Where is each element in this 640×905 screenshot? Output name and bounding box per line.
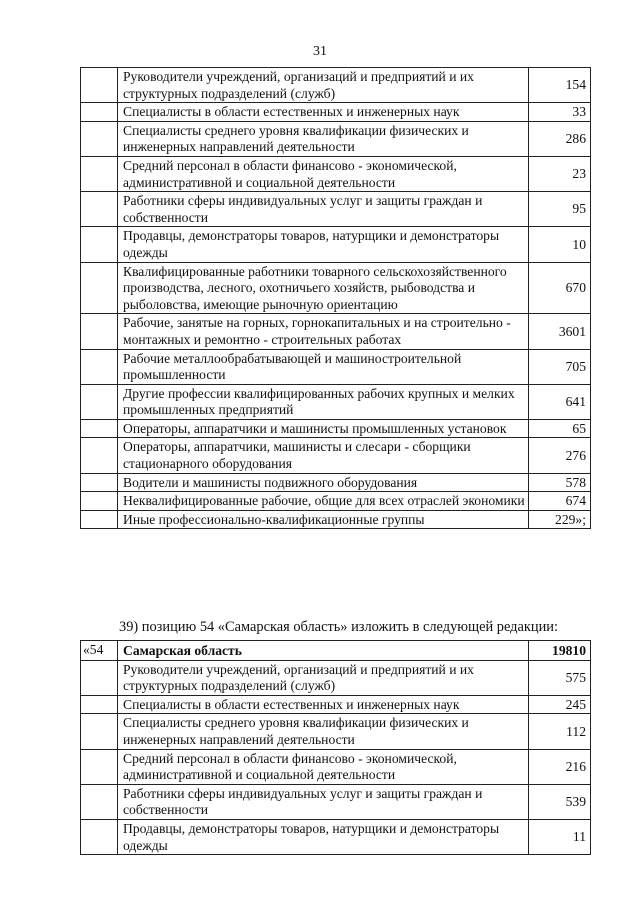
table-row (81, 156, 591, 191)
row-code-cell (81, 103, 118, 122)
table-row (81, 784, 591, 819)
occupation-value: 575 (529, 660, 591, 695)
row-code-cell (81, 438, 118, 473)
occupation-name: Операторы, аппаратчики и машинисты промышленных установок (118, 419, 529, 438)
occupation-value: 674 (529, 492, 591, 511)
region-row (81, 641, 591, 661)
occupation-name: Работники сферы индивидуальных услуг и защиты граждан и собственности (118, 192, 529, 227)
table-row (81, 749, 591, 784)
table-row (81, 419, 591, 438)
occupation-name: Другие профессии квалифицированных рабочих крупных и мелких промышленных предприятий (118, 384, 529, 419)
table-row (81, 349, 591, 384)
occupation-value: 705 (529, 349, 591, 384)
occupation-name: Специалисты в области естественных и инженерных наук (118, 103, 529, 122)
occupation-value: 112 (529, 714, 591, 749)
table-row (81, 510, 591, 529)
occupation-name: Специалисты среднего уровня квалификации физических и инженерных направлений деятельности (118, 121, 529, 156)
occupation-value: 11 (529, 819, 591, 854)
row-code-cell (81, 384, 118, 419)
occupation-name: Квалифицированные работники товарного сельскохозяйственного производства, лесного, охотничьего хозяйств, рыбоводства и рыболовства, имеющие рыночную ориентацию (118, 262, 529, 314)
region-code: «54 (81, 641, 118, 661)
occupation-name: Операторы, аппаратчики, машинисты и слесари - сборщики стационарного оборудования (118, 438, 529, 473)
row-code-cell (81, 714, 118, 749)
table-row (81, 695, 591, 714)
occupation-table-2 (80, 640, 591, 855)
occupation-value: 229»; (529, 510, 591, 529)
row-code-cell (81, 262, 118, 314)
occupation-value: 3601 (529, 314, 591, 349)
row-code-cell (81, 192, 118, 227)
page-number: 31 (313, 44, 327, 59)
occupation-value: 154 (529, 68, 591, 103)
row-code-cell (81, 121, 118, 156)
occupation-name: Иные профессионально-квалификационные группы (118, 510, 529, 529)
occupation-value: 276 (529, 438, 591, 473)
table-row (81, 103, 591, 122)
occupation-name: Руководители учреждений, организаций и предприятий и их структурных подразделений (служб) (118, 660, 529, 695)
row-code-cell (81, 492, 118, 511)
row-code-cell (81, 419, 118, 438)
occupation-name: Продавцы, демонстраторы товаров, натурщики и демонстраторы одежды (118, 227, 529, 262)
occupation-name: Водители и машинисты подвижного оборудования (118, 473, 529, 492)
occupation-value: 95 (529, 192, 591, 227)
occupation-value: 33 (529, 103, 591, 122)
occupation-name: Неквалифицированные рабочие, общие для всех отраслей экономики (118, 492, 529, 511)
row-code-cell (81, 156, 118, 191)
table-row (81, 68, 591, 103)
row-code-cell (81, 784, 118, 819)
occupation-name: Продавцы, демонстраторы товаров, натурщики и демонстраторы одежды (118, 819, 529, 854)
table-row (81, 262, 591, 314)
row-code-cell (81, 660, 118, 695)
table-row (81, 473, 591, 492)
table-row (81, 438, 591, 473)
occupation-value: 539 (529, 784, 591, 819)
occupation-value: 641 (529, 384, 591, 419)
region-name: Самарская область (118, 641, 529, 661)
row-code-cell (81, 473, 118, 492)
table-row (81, 492, 591, 511)
row-code-cell (81, 510, 118, 529)
occupation-table-1 (80, 67, 591, 529)
table-row (81, 314, 591, 349)
row-code-cell (81, 68, 118, 103)
table-row (81, 384, 591, 419)
occupation-value: 578 (529, 473, 591, 492)
table-row (81, 819, 591, 854)
occupation-name: Руководители учреждений, организаций и предприятий и их структурных подразделений (служб) (118, 68, 529, 103)
row-code-cell (81, 227, 118, 262)
occupation-name: Средний персонал в области финансово - экономической, административной и социальной деятельности (118, 749, 529, 784)
row-code-cell (81, 314, 118, 349)
occupation-value: 23 (529, 156, 591, 191)
occupation-name: Работники сферы индивидуальных услуг и защиты граждан и собственности (118, 784, 529, 819)
row-code-cell (81, 349, 118, 384)
row-code-cell (81, 819, 118, 854)
row-code-cell (81, 695, 118, 714)
occupation-value: 216 (529, 749, 591, 784)
table-row (81, 660, 591, 695)
occupation-value: 245 (529, 695, 591, 714)
occupation-value: 670 (529, 262, 591, 314)
occupation-name: Специалисты среднего уровня квалификации физических и инженерных направлений деятельности (118, 714, 529, 749)
occupation-value: 65 (529, 419, 591, 438)
occupation-name: Специалисты в области естественных и инженерных наук (118, 695, 529, 714)
table-row (81, 192, 591, 227)
occupation-name: Средний персонал в области финансово - экономической, административной и социальной деятельности (118, 156, 529, 191)
occupation-value: 10 (529, 227, 591, 262)
instruction-text: 39) позицию 54 «Самарская область» изложить в следующей редакции: (119, 619, 558, 635)
table-row (81, 121, 591, 156)
occupation-name: Рабочие металлообрабатывающей и машиностроительной промышленности (118, 349, 529, 384)
occupation-value: 286 (529, 121, 591, 156)
table-row (81, 227, 591, 262)
row-code-cell (81, 749, 118, 784)
occupation-name: Рабочие, занятые на горных, горнокапитальных и на строительно - монтажных и ремонтно - строительных работах (118, 314, 529, 349)
table-row (81, 714, 591, 749)
region-total: 19810 (529, 641, 591, 661)
